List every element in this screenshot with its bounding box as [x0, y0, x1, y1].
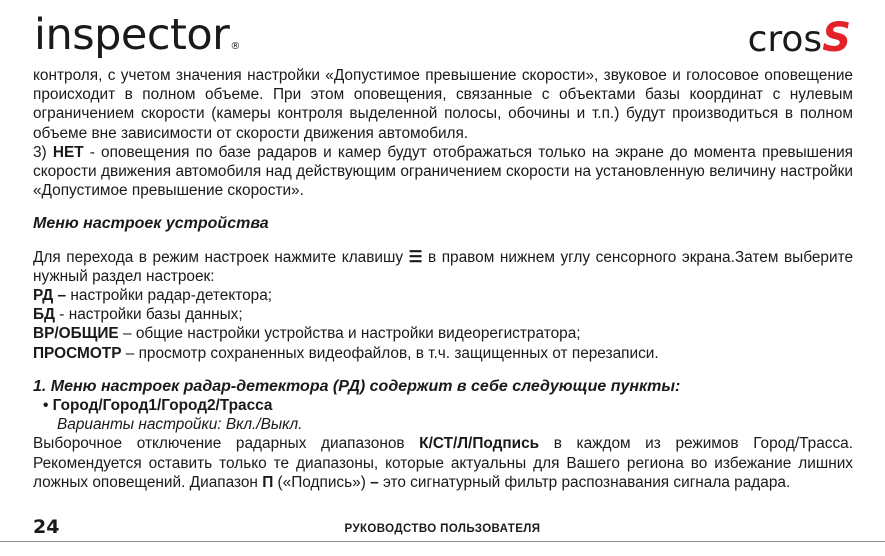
section-key: БД [33, 306, 56, 324]
heading-rd-menu: 1. Меню настроек радар-детектора (РД) содержит в себе следующие пункты: [33, 377, 681, 395]
spacer [33, 234, 853, 248]
brand-name-left: inspector [34, 10, 230, 60]
section-vr-general [33, 324, 853, 343]
footer-divider [0, 541, 885, 542]
section-text: - настройки базы данных; [55, 306, 243, 324]
spacer [33, 363, 853, 377]
page-content [33, 66, 853, 492]
page-number: 24 [33, 516, 60, 538]
inspector-logo [34, 10, 240, 60]
section-rd [33, 286, 853, 305]
spacer [33, 200, 853, 214]
section-text: – общие настройки устройства и настройки видеорегистратора; [118, 325, 581, 343]
band-text-end: это сигнатурный фильтр распознавания сигнала радара. [378, 473, 791, 491]
option-number: 3) [33, 143, 53, 161]
band-text: Выборочное отключение радарных диапазонов [33, 435, 420, 453]
section-text: настройки радар-детектора; [66, 287, 273, 305]
registered-mark: ® [230, 41, 240, 52]
paragraph-speed-warning: контроля, с учетом значения настройки «Допустимое превышение скорости», звуковое и голосовое оповещение происходит в полном объеме. При этом оповещения, связанные с объектами базы координат с нулевым ограничением скорости (камеры контроля выделенной полосы, обочины и т.п.) будут производиться в полном объеме вне зависимости от скорости движения автомобиля. [33, 67, 853, 142]
brand-accent-letter: S [822, 15, 851, 61]
section-key: ВР/ОБЩИЕ [33, 325, 119, 343]
bullet-city-highway: • Город/Город1/Город2/Трасса [43, 397, 273, 415]
band-text-mid: в каждом из режимов Город/Трасса. Рекомендуется оставить только те диапазоны, которые актуальны для Вашего региона во избежание лишних ложных оповещений. Диапазон [33, 435, 853, 491]
section-bd [33, 305, 853, 324]
menu-icon: ☰ [408, 248, 423, 266]
brand-name-right: cros [747, 19, 823, 60]
option-no-label: НЕТ [52, 143, 84, 161]
cross-logo [747, 15, 851, 61]
band-list: К/СТ/Л/Подпись [419, 435, 540, 453]
section-view [33, 344, 853, 363]
enter-settings-text-end: в правом нижнем углу сенсорного экрана.Затем выберите нужный раздел настроек: [33, 248, 854, 285]
band-dash: – [370, 473, 379, 491]
paragraph-band-disable [33, 434, 853, 492]
section-text: – просмотр сохраненных видеофайлов, в т.ч. защищенных от перезаписи. [121, 344, 659, 362]
paragraph-option-no [33, 143, 853, 201]
enter-settings-text: Для перехода в режим настроек нажмите клавишу [33, 248, 404, 266]
band-p-label: П [262, 473, 274, 491]
paragraph-enter-settings [33, 248, 853, 286]
band-text-mid2: («Подпись») [273, 473, 371, 491]
section-key: РД – [33, 287, 67, 305]
section-key: ПРОСМОТР [33, 344, 122, 362]
bullet-options: Варианты настройки: Вкл./Выкл. [57, 416, 303, 434]
heading-device-settings: Меню настроек устройства [33, 215, 269, 233]
footer-title: РУКОВОДСТВО ПОЛЬЗОВАТЕЛЯ [344, 523, 541, 535]
option-no-text: - оповещения по базе радаров и камер будут отображаться только на экране до момента превышения скорости движения автомобиля над действующим ограничением скорости на установленную величину настройки «Допустимое превышение скорости». [33, 143, 854, 200]
